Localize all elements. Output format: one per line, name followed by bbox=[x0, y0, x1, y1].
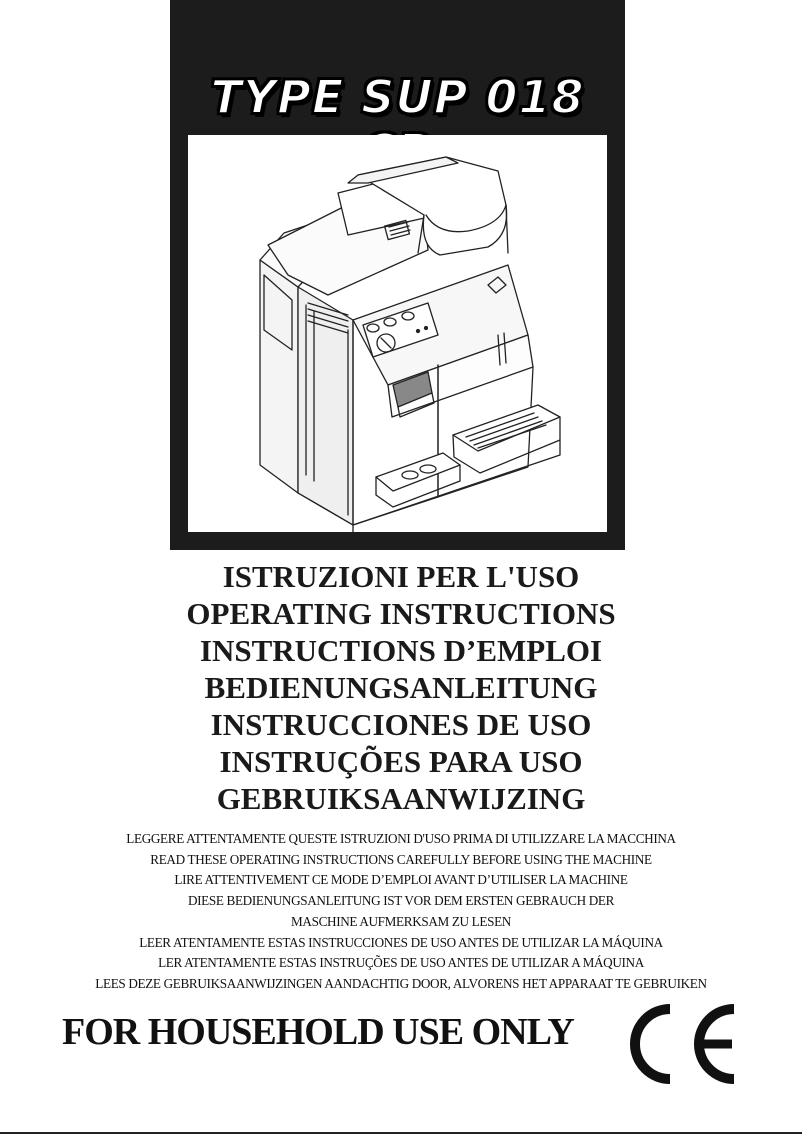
note-portuguese: LER ATENTAMENTE ESTAS INSTRUÇÕES DE USO ANTES DE UTILIZAR A MÁQUINA bbox=[158, 955, 644, 971]
cover-box bbox=[170, 0, 625, 550]
note-french: LIRE ATTENTIVEMENT CE MODE D’EMPLOI AVANT D’UTILISER LA MACHINE bbox=[174, 872, 628, 888]
heading-portuguese: INSTRUÇÕES PARA USO bbox=[219, 744, 583, 779]
heading-french: INSTRUCTIONS D’EMPLOI bbox=[199, 633, 603, 668]
heading-italian: ISTRUZIONI PER L'USO bbox=[222, 559, 580, 594]
household-use-label: FOR HOUSEHOLD USE ONLY bbox=[62, 1011, 574, 1053]
model-title: TYPE SUP 018 bbox=[210, 70, 585, 124]
heading-spanish: INSTRUCCIONES DE USO bbox=[210, 707, 592, 742]
heading-dutch: GEBRUIKSAANWIJZING bbox=[216, 781, 586, 816]
heading-english: OPERATING INSTRUCTIONS bbox=[186, 596, 616, 631]
reading-notes bbox=[0, 829, 802, 995]
machine-illustration bbox=[188, 135, 607, 532]
ce-mark-icon bbox=[622, 1003, 740, 1085]
heading-german: BEDIENUNGSANLEITUNG bbox=[204, 670, 598, 705]
note-german-line2: MASCHINE AUFMERKSAM ZU LESEN bbox=[291, 913, 511, 929]
bottom-rule bbox=[0, 1132, 802, 1134]
note-italian: LEGGERE ATTENTAMENTE QUESTE ISTRUZIONI D'USO PRIMA DI UTILIZZARE LA MACCHINA bbox=[126, 831, 676, 846]
title-headings bbox=[0, 558, 802, 817]
espresso-machine-icon bbox=[188, 135, 607, 532]
note-german-line1: DIESE BEDIENUNGSANLEITUNG IST VOR DEM ERSTEN GEBRAUCH DER bbox=[187, 893, 615, 909]
note-dutch: LEES DEZE GEBRUIKSAANWIJZINGEN AANDACHTIG DOOR, ALVORENS HET APPARAAT TE GEBRUIKEN bbox=[95, 975, 707, 991]
note-spanish: LEER ATENTAMENTE ESTAS INSTRUCCIONES DE USO ANTES DE UTILIZAR LA MÁQUINA bbox=[139, 934, 663, 950]
note-english: READ THESE OPERATING INSTRUCTIONS CAREFULLY BEFORE USING THE MACHINE bbox=[150, 851, 652, 867]
